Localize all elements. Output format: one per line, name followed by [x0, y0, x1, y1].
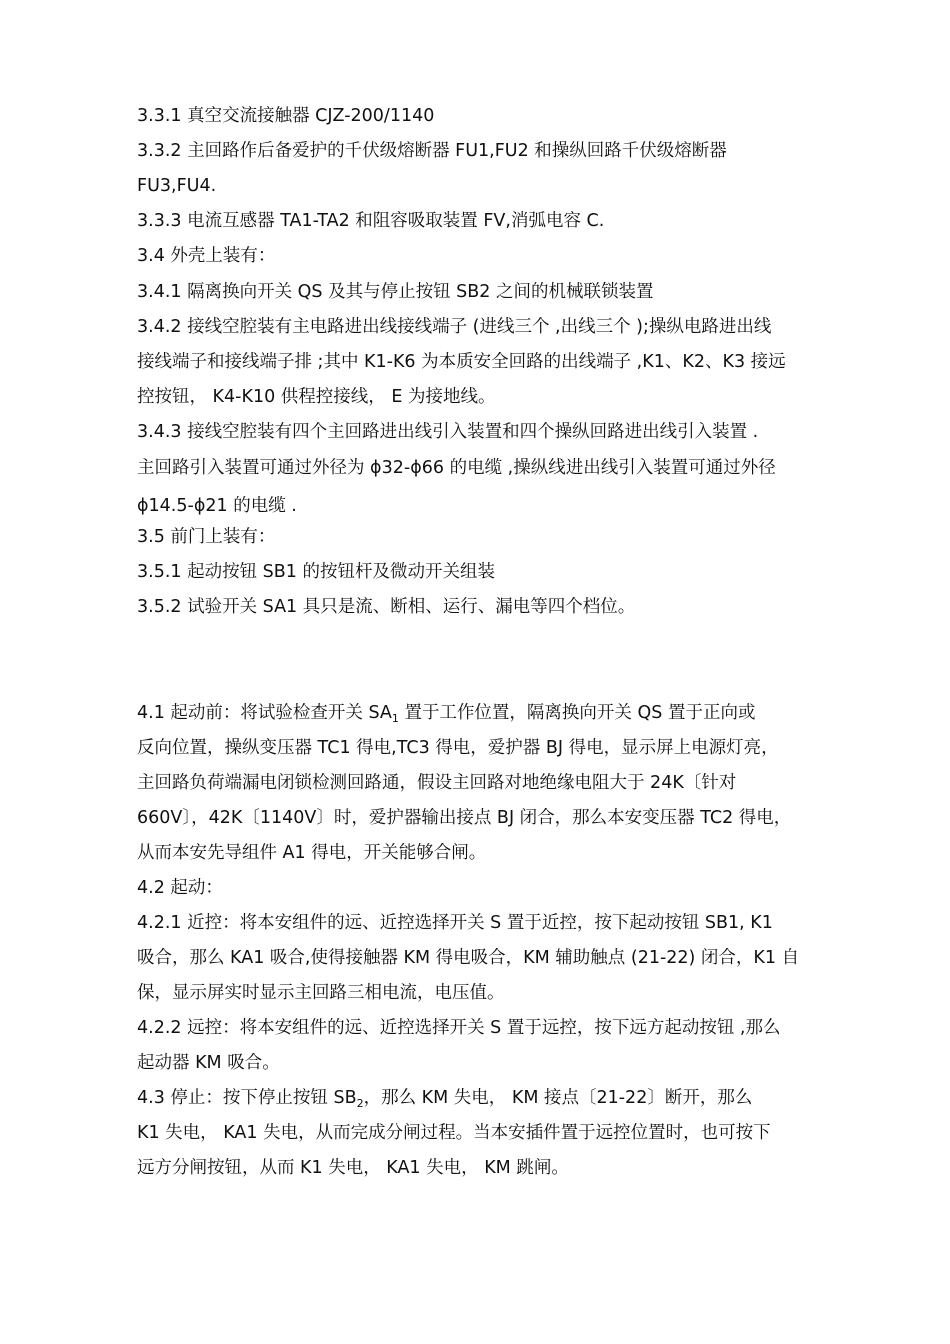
line-4-1-cont1: 反向位置，操纵变压器 TC1 得电,TC3 得电，爱护器 BJ 得电，显示屏上电源灯亮， — [137, 738, 779, 758]
subscript-2: 2 — [356, 1097, 364, 1110]
line-3-3-1: 3.3.1 真空交流接触器 CJZ-200/1140 — [137, 106, 435, 126]
line-3-3-2-cont: FU3,FU4. — [137, 176, 217, 196]
line-3-5-2: 3.5.2 试验开关 SA1 具只是流、断相、运行、漏电等四个档位。 — [137, 597, 636, 617]
subscript-1: 1 — [391, 712, 399, 725]
line-4-2-2-cont: 起动器 KM 吸合。 — [137, 1053, 280, 1073]
line-3-4-3: 3.4.3 接线空腔装有四个主回路进出线引入装置和四个操纵回路进出线引入装置 . — [137, 422, 759, 442]
line-3-4-3-cont1: 主回路引入装置可通过外径为 ϕ32-ϕ66 的电缆 ,操纵线进出线引入装置可通过外径 — [137, 458, 776, 478]
line-3-3-3: 3.3.3 电流互感器 TA1-TA2 和阻容吸取装置 FV,消弧电容 C. — [137, 211, 605, 231]
line-3-5-1: 3.5.1 起动按钮 SB1 的按钮杆及微动开关组装 — [137, 562, 495, 582]
line-4-3-text-a: 4.3 停止：按下停止按钮 SB — [137, 1088, 357, 1108]
line-4-1-cont3: 660V〕，42K〔1140V〕时，爱护器输出接点 BJ 闭合，那么本安变压器 TC2 得电， — [137, 808, 792, 828]
line-4-1 — [137, 701, 755, 725]
line-3-5: 3.5 前门上装有： — [137, 527, 276, 547]
line-4-3-cont1: K1 失电， KA1 失电，从而完成分闸过程。当本安插件置于远控位置时，也可按下 — [137, 1123, 771, 1143]
line-4-1-cont2: 主回路负荷端漏电闭锁检测回路通，假设主回路对地绝缘电阻大于 24K〔针对 — [137, 773, 737, 793]
line-4-3-cont2: 远方分闸按钮，从而 K1 失电， KA1 失电， KM 跳闸。 — [137, 1158, 569, 1178]
line-4-2-1: 4.2.1 近控：将本安组件的远、近控选择开关 S 置于近控，按下起动按钮 SB1, K1 — [137, 913, 773, 933]
line-3-4-2-cont2: 控按钮， K4-K10 供程控接线， E 为接地线。 — [137, 387, 496, 407]
line-4-2-1-cont1: 吸合，那么 KA1 吸合,使得接触器 KM 得电吸合，KM 辅助触点 (21-22) 闭合，K1 自 — [137, 948, 800, 968]
line-4-1-text-b: 置于工作位置，隔离换向开关 QS 置于正向或 — [398, 703, 756, 723]
line-4-2-1-cont2: 保，显示屏实时显示主回路三相电流，电压值。 — [137, 983, 505, 1003]
line-3-4: 3.4 外壳上装有： — [137, 246, 276, 266]
line-3-4-3-cont2: ϕ14.5-ϕ21 的电缆 . — [137, 496, 297, 516]
line-3-4-2: 3.4.2 接线空腔装有主电路进出线接线端子 (进线三个 ,出线三个 );操纵电路进出线 — [137, 317, 772, 337]
line-3-3-2: 3.3.2 主回路作后备爱护的千伏级熔断器 FU1,FU2 和操纵回路千伏级熔断器 — [137, 141, 727, 161]
line-4-2: 4.2 起动： — [137, 878, 223, 898]
line-4-2-2: 4.2.2 远控：将本安组件的远、近控选择开关 S 置于远控，按下远方起动按钮 ,那么 — [137, 1018, 781, 1038]
line-3-4-1: 3.4.1 隔离换向开关 QS 及其与停止按钮 SB2 之间的机械联锁装置 — [137, 282, 654, 302]
line-4-1-text-a: 4.1 起动前：将试验检查开关 SA — [137, 703, 392, 723]
line-4-3 — [137, 1086, 752, 1110]
line-4-1-cont4: 从而本安先导组件 A1 得电，开关能够合闸。 — [137, 843, 487, 863]
line-4-3-text-b: ，那么 KM 失电， KM 接点〔21-22〕断开，那么 — [363, 1088, 753, 1108]
line-3-4-2-cont1: 接线端子和接线端子排 ;其中 K1-K6 为本质安全回路的出线端子 ,K1、K2、K3 接远 — [137, 352, 786, 372]
